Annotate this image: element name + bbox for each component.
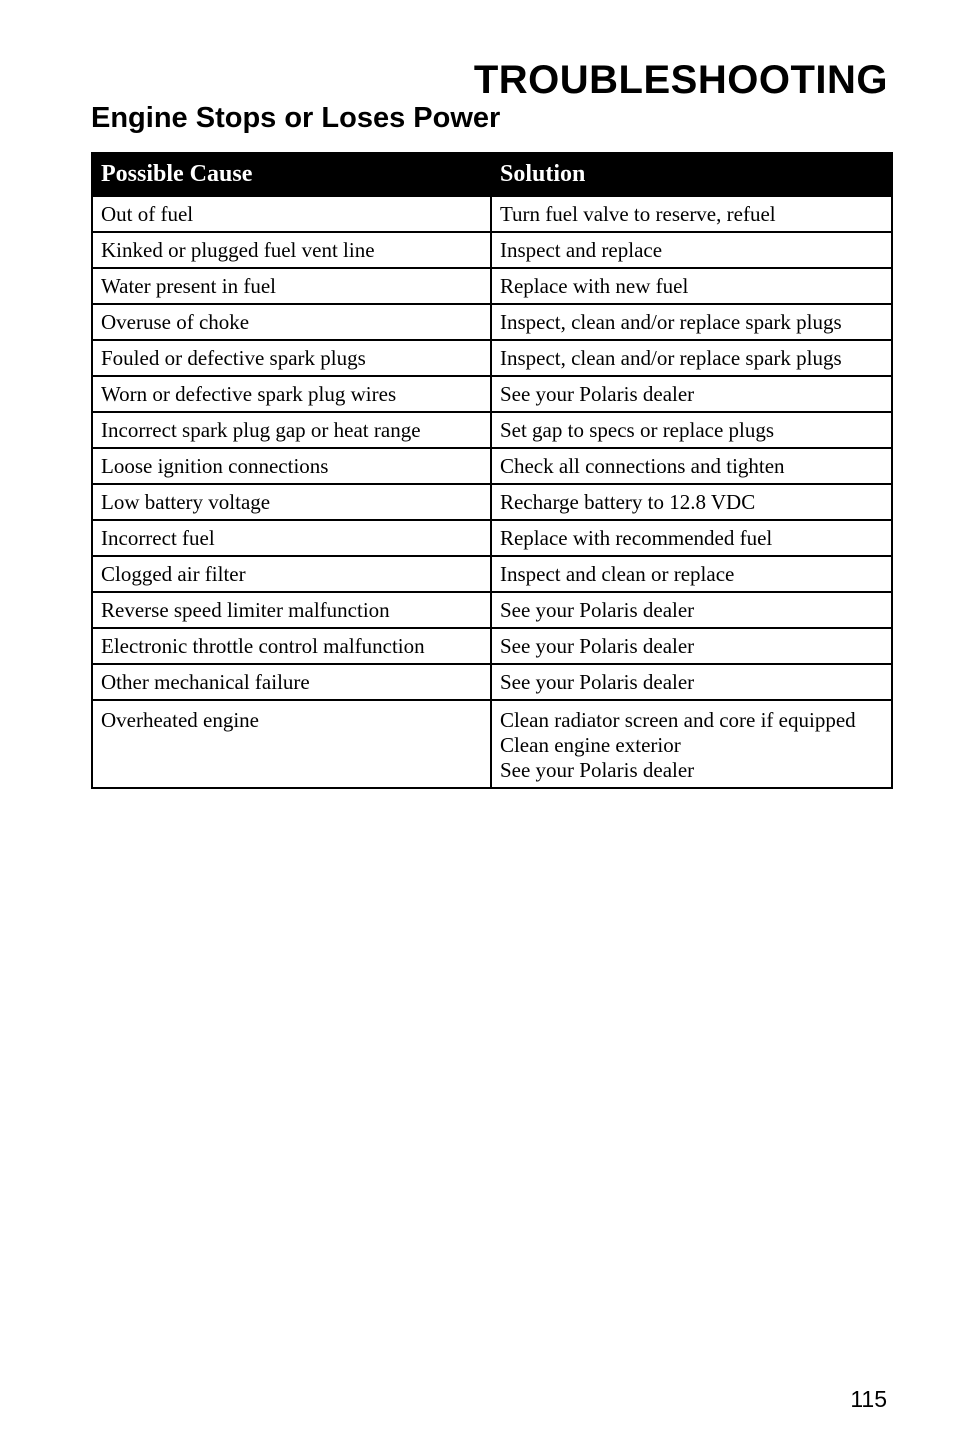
cause-cell: Loose ignition connections <box>92 448 491 484</box>
table-header-row <box>92 153 892 196</box>
cause-cell: Overheated engine <box>92 700 491 788</box>
solution-line: Clean engine exterior <box>499 733 681 757</box>
table-row <box>92 448 892 484</box>
cause-cell: Incorrect spark plug gap or heat range <box>92 412 491 448</box>
table-row <box>92 196 892 232</box>
table-row <box>92 664 892 700</box>
table-row <box>92 520 892 556</box>
table-row <box>92 592 892 628</box>
page-number: 115 <box>850 1386 887 1412</box>
cause-cell: Electronic throttle control malfunction <box>92 628 491 664</box>
solution-line: Replace with recommended fuel <box>499 525 773 550</box>
solution-line: See your Polaris dealer <box>499 381 695 406</box>
solution-line: Check all connections and tighten <box>499 453 785 478</box>
cause-cell: Incorrect fuel <box>92 520 491 556</box>
solution-cell <box>491 592 892 628</box>
table-row <box>92 268 892 304</box>
table-row <box>92 700 892 788</box>
solution-cell <box>491 448 892 484</box>
solution-cell <box>491 628 892 664</box>
solution-cell <box>491 556 892 592</box>
cause-cell: Other mechanical failure <box>92 664 491 700</box>
column-header-cause: Possible Cause <box>92 153 491 196</box>
cause-cell: Fouled or defective spark plugs <box>92 340 491 376</box>
solution-cell <box>491 412 892 448</box>
column-header-solution: Solution <box>491 153 892 196</box>
cause-cell: Worn or defective spark plug wires <box>92 376 491 412</box>
cause-cell: Reverse speed limiter malfunction <box>92 592 491 628</box>
cause-cell: Kinked or plugged fuel vent line <box>92 232 491 268</box>
table-row <box>92 232 892 268</box>
table-row <box>92 484 892 520</box>
solution-cell <box>491 664 892 700</box>
solution-line: Turn fuel valve to reserve, refuel <box>499 201 776 226</box>
cause-cell: Out of fuel <box>92 196 491 232</box>
solution-line: See your Polaris dealer <box>499 597 695 622</box>
table-row <box>92 340 892 376</box>
solution-cell <box>491 700 892 788</box>
table-row <box>92 556 892 592</box>
solution-line: Inspect, clean and/or replace spark plugs <box>499 309 842 334</box>
cause-cell: Water present in fuel <box>92 268 491 304</box>
cause-cell: Clogged air filter <box>92 556 491 592</box>
solution-line: Inspect and clean or replace <box>499 561 735 586</box>
cause-cell: Low battery voltage <box>92 484 491 520</box>
table-row <box>92 304 892 340</box>
solution-cell <box>491 268 892 304</box>
table-body <box>92 196 892 788</box>
solution-cell <box>491 520 892 556</box>
solution-line: Inspect, clean and/or replace spark plugs <box>499 345 842 370</box>
solution-line: Set gap to specs or replace plugs <box>499 417 775 442</box>
solution-line: See your Polaris dealer <box>499 633 695 658</box>
solution-line: See your Polaris dealer <box>499 669 695 694</box>
table-row <box>92 376 892 412</box>
solution-cell <box>491 376 892 412</box>
solution-cell <box>491 232 892 268</box>
section-title: TROUBLESHOOTING <box>473 58 888 102</box>
solution-line: Recharge battery to 12.8 VDC <box>499 489 756 514</box>
solution-cell <box>491 484 892 520</box>
solution-cell <box>491 340 892 376</box>
cause-cell: Overuse of choke <box>92 304 491 340</box>
page-heading: Engine Stops or Loses Power <box>91 102 501 134</box>
solution-line: See your Polaris dealer <box>499 758 695 782</box>
troubleshooting-table <box>91 152 893 789</box>
solution-line: Clean radiator screen and core if equipped <box>499 708 856 732</box>
table-row <box>92 412 892 448</box>
table-row <box>92 628 892 664</box>
solution-line: Inspect and replace <box>499 237 663 262</box>
solution-line: Replace with new fuel <box>499 273 689 298</box>
solution-cell <box>491 196 892 232</box>
solution-cell <box>491 304 892 340</box>
